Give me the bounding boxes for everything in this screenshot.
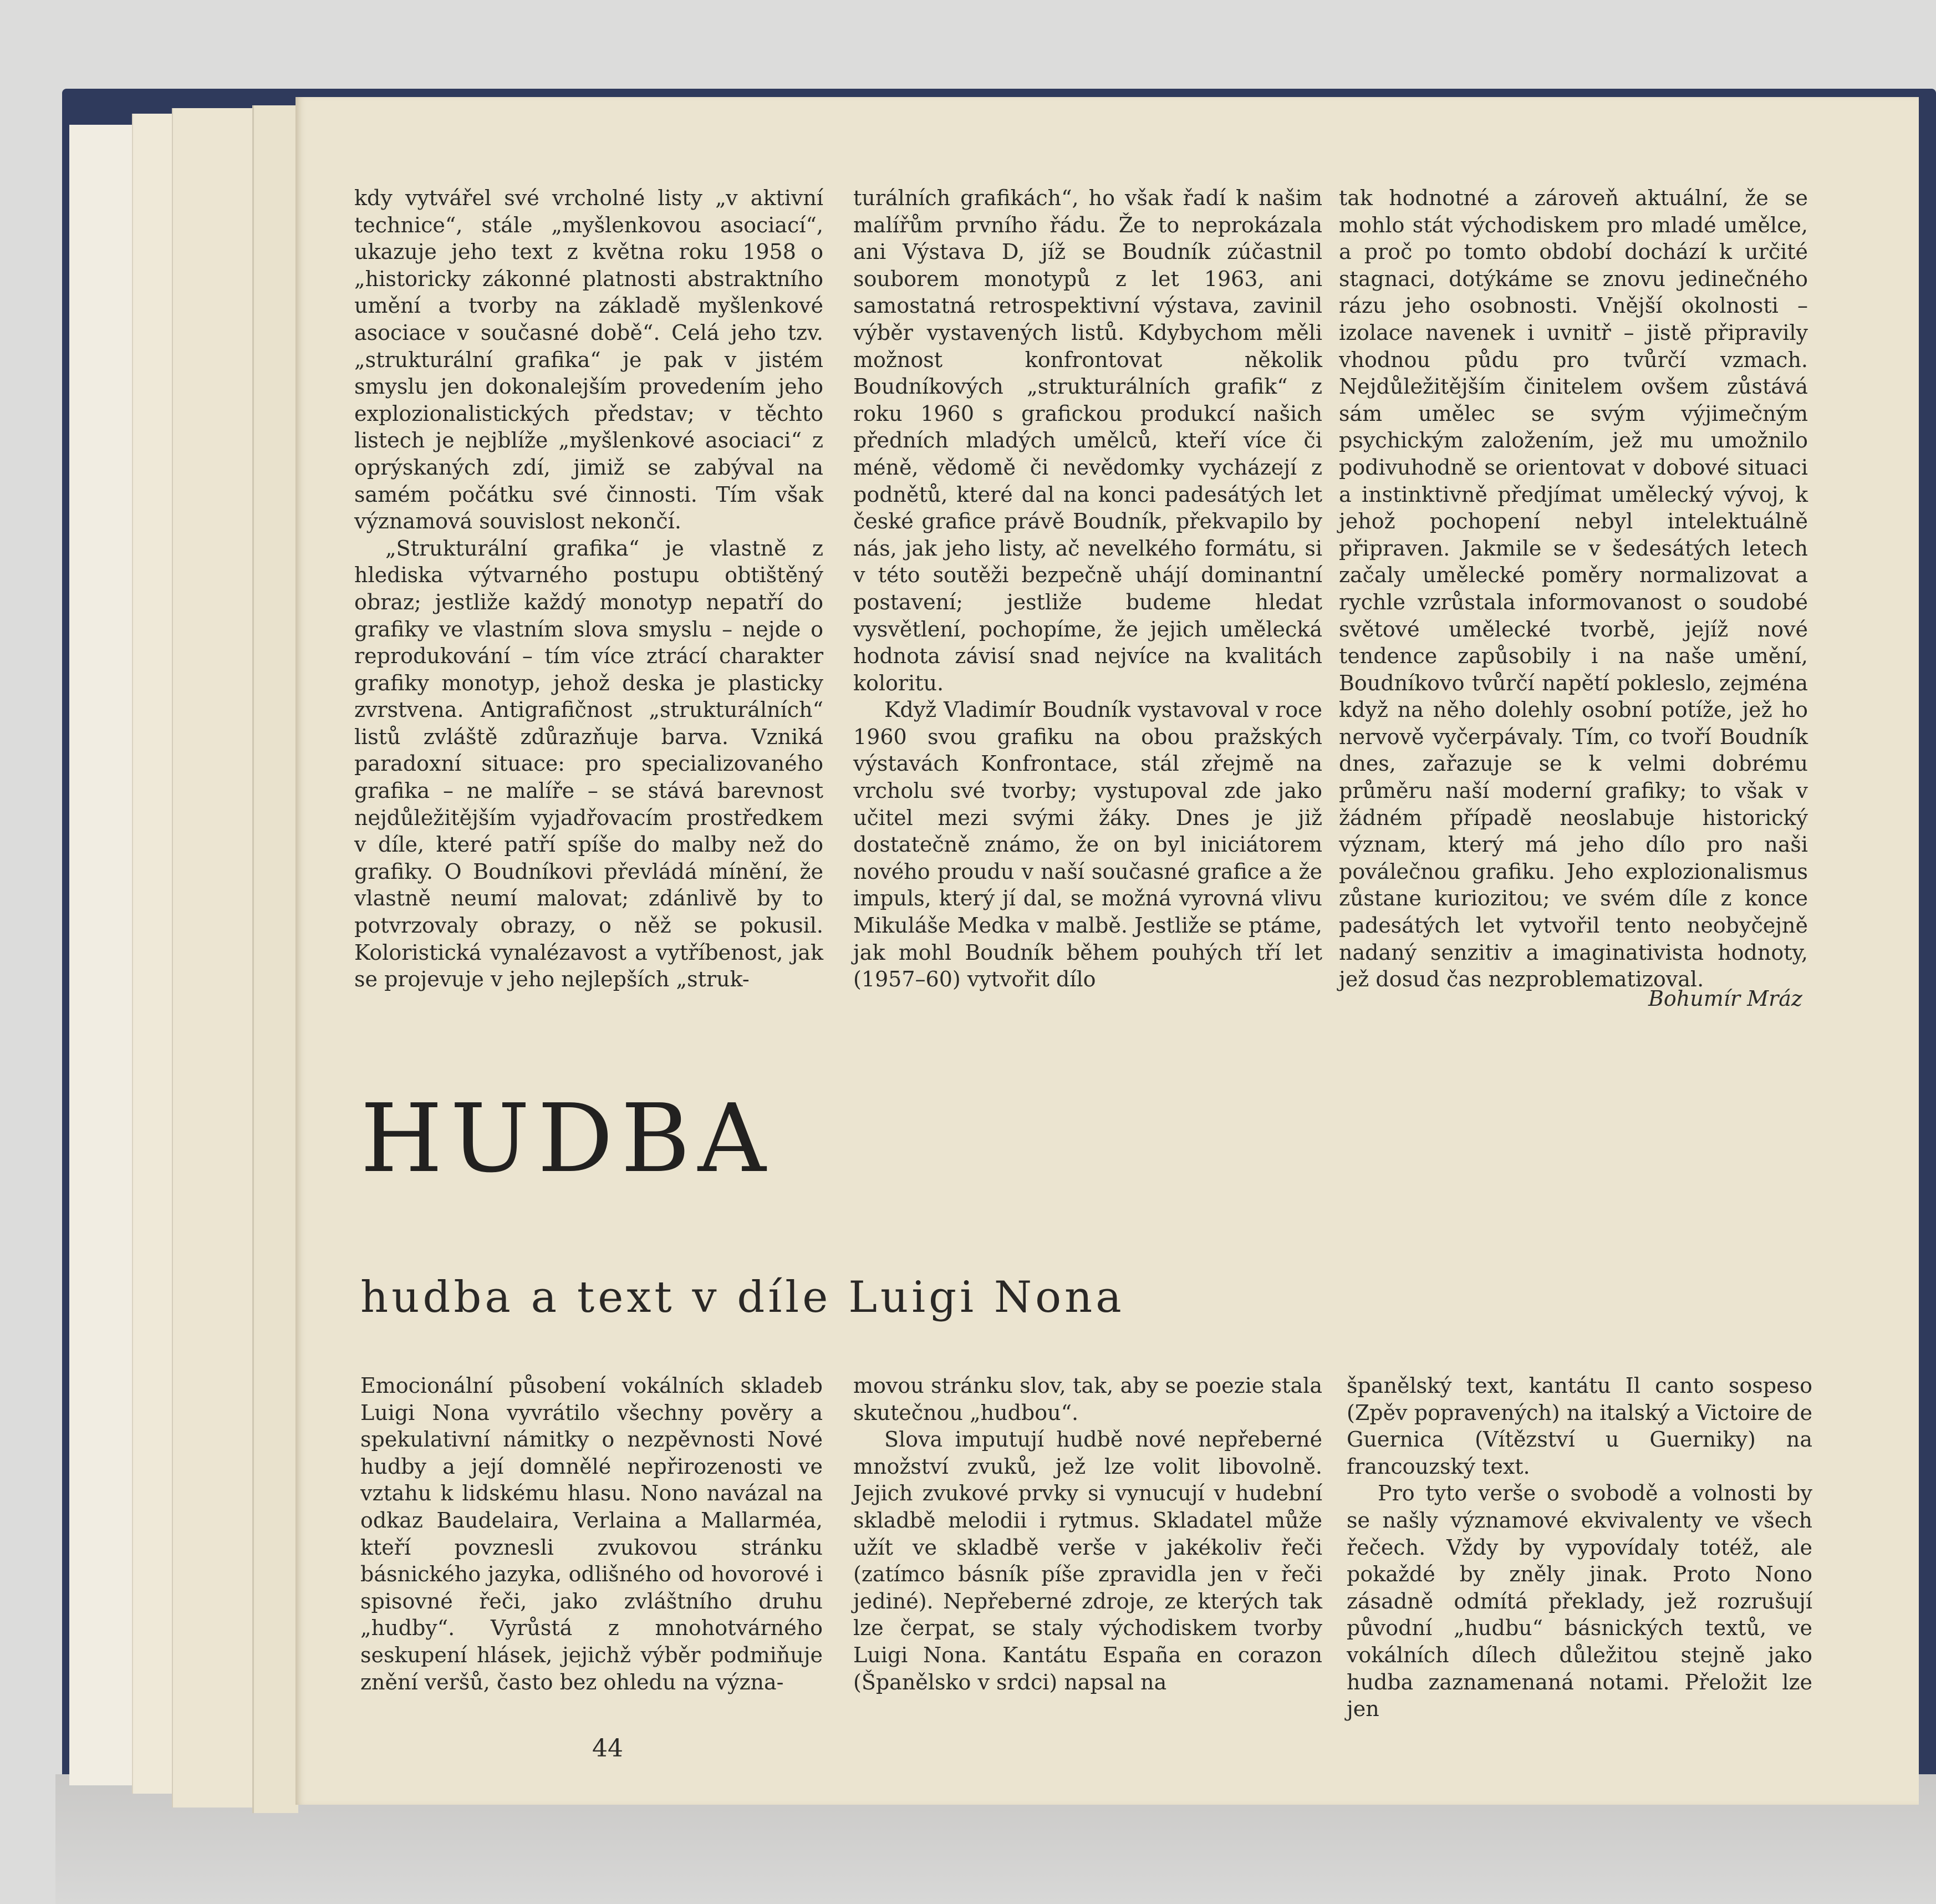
page-edge <box>172 108 256 1808</box>
page-edge <box>252 105 298 1813</box>
bottom-column-1 <box>360 1372 823 1696</box>
bottom-column-2 <box>853 1372 1322 1696</box>
book-page <box>296 97 1919 1805</box>
paragraph: Slova imputují hudbě nové nepřeberné množství zvuků, jež lze volit libovolně. Jejich zvukové prvky si vynucují v hudební skladbě melodii i rytmus. Skladatel může užít ve skladbě verše v jakékoliv řeči (zatímco básník píše zpravidla jen v řeči jediné). Nepřeberné zdroje, ze kterých tak lze čerpat, se staly východiskem tvorby Luigi Nona. Kantátu España en corazon (Španělsko v srdci) napsal na <box>853 1427 1322 1694</box>
paragraph: kdy vytvářel své vrcholné listy „v aktivní technice“, stále „myšlenkovou asociací“, ukazuje jeho text z května roku 1958 o „historicky zákonné platnosti abstraktního umění a tvorby na základě myšlenkové asociace v současné době“. Celá jeho tzv. „strukturální grafika“ je pak v jistém smyslu jen dokonalejším provedením jeho explozionalistických představ; v těchto listech je nejblíže „myšlenkové asociaci“ z oprýskaných zdí, jimiž se zabýval na samém počátku své činnosti. Tím však významová souvislost nekončí. <box>354 186 823 534</box>
article-title: hudba a text v díle Luigi Nona <box>360 1272 1125 1322</box>
paragraph: Emocionální působení vokálních skladeb Luigi Nona vyvrátilo všechny pověry a spekulativní námitky o nezpěvnosti Nové hudby a její domnělé nepřirozenosti ve vztahu k lidskému hlasu. Nono navázal na odkaz Baudelaira, Verlaina a Mallarméa, kteří povznesli zvukovou stránku básnického jazyka, odlišného od hovorové i spisovné řeči, jako zvláštního druhu „hudby“. Vyrůstá z mnohotvárného seskupení hlásek, jejichž výběr podmiňuje znění veršů, často bez ohledu na význa- <box>360 1373 823 1694</box>
paragraph: Pro tyto verše o svobodě a volnosti by se našly významové ekvivalenty ve všech řečech. Vždy by vypovídaly totéž, ale pokaždé by zněly jinak. Proto Nono zásadně odmítá překlady, jež rozrušují původní „hudbu“ básnických textů, ve vokálních dílech důležitou stejně jako hudba zaznamenaná notami. Přeložit lze jen <box>1347 1481 1812 1722</box>
paragraph: tak hodnotné a zároveň aktuální, že se mohlo stát východiskem pro mladé umělce, a proč po tomto období dochází k určité stagnaci, dotýkáme se znovu jedinečného rázu jeho osobnosti. Vnější okolnosti – izolace navenek i uvnitř – jistě připravily vhodnou půdu pro tvůrčí vzmach. Nejdůležitějším činitelem ovšem zůstává sám umělec se svým výjimečným psychickým založením, jež mu umožnilo podivuhodně se orientovat v dobové situaci a instinktivně předjímat umělecký vývoj, k jehož pochopení nebyl intelektuálně připraven. Jakmile se v šedesátých letech začaly umělecké poměry normalizovat a rychle vzrůstala informovanost o soudobé světové umělecké tvorbě, jejíž nové tendence zapůsobily i na naše umění, Boudníkovo tvůrčí napětí pokleslo, zejména když na něho dolehly osobní potíže, jež ho nervově vyčerpávaly. Tím, co tvoří Boudník dnes, zařazuje se k velmi dobrému průměru naší moderní grafiky; to však v žádném případě neoslabuje historický význam, který má jeho dílo pro naši poválečnou grafiku. Jeho explozionalismus zůstane kuriozitou; ve svém díle z konce padesátých let vytvořil tento neobyčejně nadaný senzitiv a imaginativista hodnoty, jež dosud čas nezproblematizoval. <box>1339 186 1808 992</box>
page-edge <box>132 114 172 1794</box>
top-column-1 <box>354 185 823 993</box>
paragraph: turálních grafikách“, ho však řadí k našim malířům prvního řádu. Že to neprokázala ani Výstava D, jíž se Boudník zúčastnil souborem monotypů z let 1963, ani samostatná retrospektivní výstava, zavinil výběr vystavených listů. Kdybychom měli možnost konfrontovat několik Boudníkových „strukturálních grafik“ z roku 1960 s grafickou produkcí našich předních mladých umělců, kteří více či méně, vědomě či nevědomky vycházejí z podnětů, které dal na konci padesátých let české grafice právě Boudník, překvapilo by nás, jak jeho listy, ač nevelkého formátu, si v této soutěži bezpečně uhájí dominantní postavení; jestliže budeme hledat vysvětlení, pochopíme, že jejich umělecká hodnota závisí snad nejvíce na kvalitách koloritu. <box>853 186 1322 695</box>
top-column-2 <box>853 185 1322 993</box>
paragraph: „Strukturální grafika“ je vlastně z hlediska výtvarného postupu obtištěný obraz; jestliže každý monotyp nepatří do grafiky ve vlastním slova smyslu – nejde o reprodukování – tím více ztrácí charakter grafiky monotyp, jehož deska je plasticky zvrstvena. Antigrafičnost „strukturálních“ listů zvláště zdůrazňuje barva. Vzniká paradoxní situace: pro specializovaného grafika – ne malíře – se stává barevnost nejdůležitějším vyjadřovacím prostředkem v díle, které patří spíše do malby než do grafiky. O Boudníkovi převládá mínění, že vlastně neumí malovat; zdánlivě by to potvrzovaly obrazy, o něž se pokusil. Koloristická vynalézavost a vytříbenost, jak se projevuje v jeho nejlepších „struk- <box>354 536 823 992</box>
paragraph: španělský text, kantátu Il canto sospeso (Zpěv popravených) na italský a Victoire de Guernica (Vítězství u Guerniky) na francouzský text. <box>1347 1373 1812 1479</box>
paragraph: Když Vladimír Boudník vystavoval v roce 1960 svou grafiku na obou pražských výstavách Konfrontace, stál zřejmě na vrcholu své tvorby; vystupoval zde jako učitel mezi svými žáky. Dnes je již dostatečně známo, že on byl iniciátorem nového proudu v naší současné grafice a že impuls, který jí dal, se možná vyrovná vlivu Mikuláše Medka v malbě. Jestliže se ptáme, jak mohl Boudník během pouhých tří let (1957–60) vytvořit dílo <box>853 698 1322 992</box>
section-title: HUDBA <box>360 1084 774 1194</box>
paragraph: movou stránku slov, tak, aby se poezie stala skutečnou „hudbou“. <box>853 1373 1322 1425</box>
bottom-column-3 <box>1347 1372 1812 1723</box>
page-edge <box>69 125 141 1785</box>
page-number: 44 <box>592 1734 623 1763</box>
top-column-3 <box>1339 185 1808 993</box>
author-signature: Bohumír Mráz <box>1648 986 1802 1011</box>
